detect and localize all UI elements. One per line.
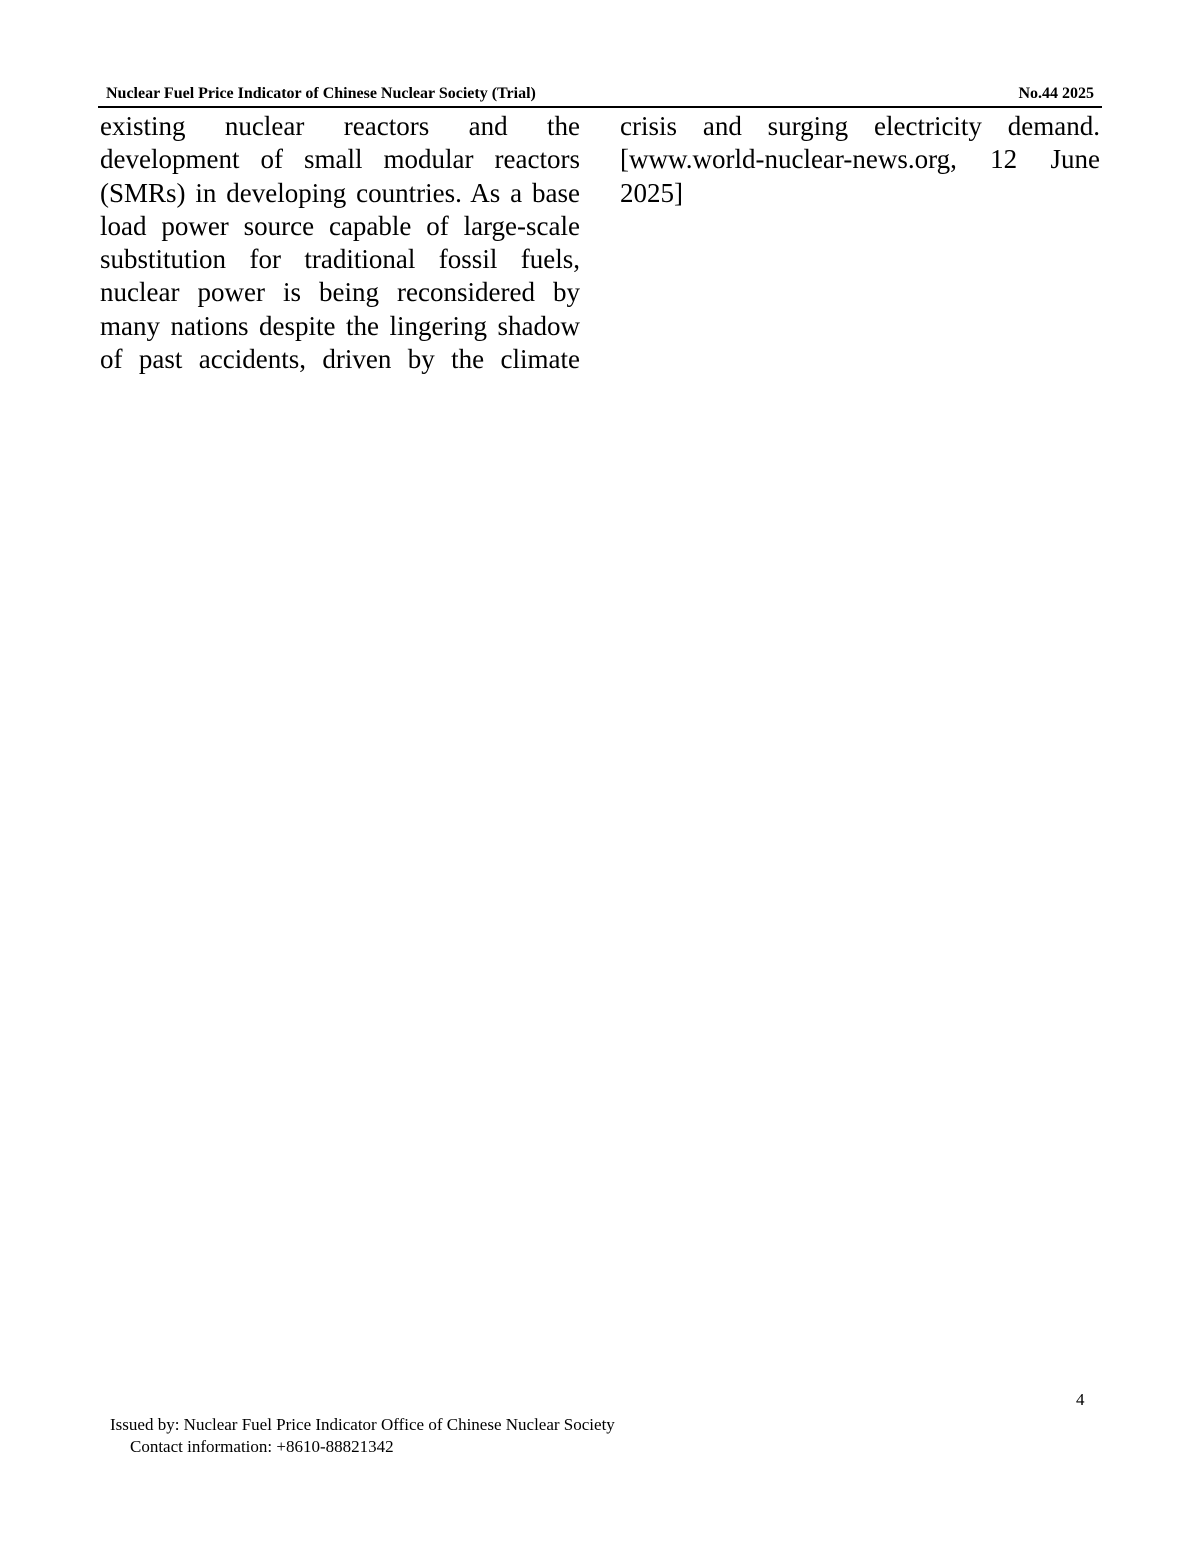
text-line: load power source capable of large-scale (100, 210, 580, 241)
page-number: 4 (1076, 1390, 1085, 1409)
footer-issued-by: Issued by: Nuclear Fuel Price Indicator Office of Chinese Nuclear Society (110, 1415, 615, 1434)
left-column-text (100, 110, 580, 376)
text-line: substitution for traditional fossil fuels, (100, 244, 580, 275)
text-line: existing nuclear reactors and the (100, 111, 580, 141)
text-line: development of small modular reactors (100, 144, 580, 175)
text-line: crisis and surging electricity demand. (620, 111, 1100, 141)
header-issue-number: No.44 2025 (1018, 85, 1094, 102)
text-line: nuclear power is being reconsidered by (100, 277, 580, 308)
text-line: 2025] (620, 177, 683, 208)
page-header (98, 84, 1102, 108)
text-line: many nations despite the lingering shadow (100, 310, 580, 341)
text-line: of past accidents, driven by the climate (100, 344, 580, 375)
page-footer (110, 1414, 615, 1458)
right-column-text (620, 110, 1100, 210)
text-line: [www.world-nuclear-news.org, 12 June (620, 144, 1100, 175)
footer-contact: Contact information: +8610-88821342 (130, 1437, 394, 1456)
header-title: Nuclear Fuel Price Indicator of Chinese Nuclear Society (Trial) (106, 85, 536, 102)
text-line: (SMRs) in developing countries. As a base (100, 177, 580, 208)
